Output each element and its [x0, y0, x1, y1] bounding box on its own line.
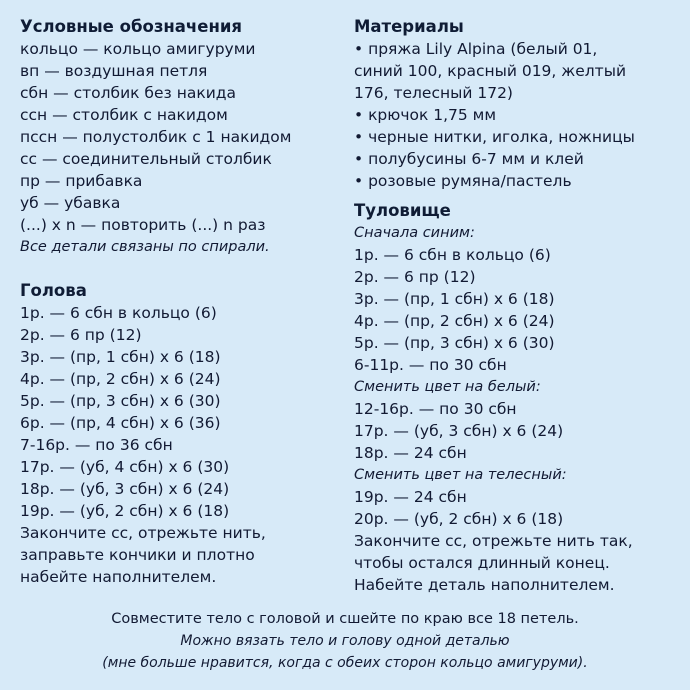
- materials-line: • пряжа Lily Alpina (белый 01,: [354, 40, 598, 58]
- body-row: 6-11р. — по 30 сбн: [354, 356, 507, 374]
- materials-line: 176, телесный 172): [354, 84, 513, 102]
- body-rows: [354, 244, 684, 376]
- legend-line: сбн — столбик без накида: [20, 84, 236, 102]
- head-row: 7-16р. — по 36 сбн: [20, 436, 173, 454]
- legend-line: кольцо — кольцо амигуруми: [20, 40, 256, 58]
- head-row: 2р. — 6 пр (12): [20, 326, 142, 344]
- materials-line: • крючок 1,75 мм: [354, 106, 497, 124]
- body-row: 18р. — 24 сбн: [354, 444, 467, 462]
- legend-line: уб — убавка: [20, 194, 121, 212]
- body-row: 17р. — (уб, 3 сбн) х 6 (24): [354, 422, 564, 440]
- head-row: 17р. — (уб, 4 сбн) х 6 (30): [20, 458, 230, 476]
- body-row: 19р. — 24 сбн: [354, 488, 467, 506]
- body-row: 3р. — (пр, 1 сбн) х 6 (18): [354, 290, 555, 308]
- legend-line: ссн — столбик с накидом: [20, 106, 228, 124]
- head-row: набейте наполнителем.: [20, 568, 217, 586]
- legend-title: Условные обозначения: [20, 17, 243, 36]
- body-note: Сменить цвет на белый:: [354, 379, 541, 395]
- head-title: Голова: [20, 281, 87, 300]
- legend-line: (...) х n — повторить (...) n раз: [20, 216, 266, 234]
- head-row: 1р. — 6 сбн в кольцо (6): [20, 304, 217, 322]
- spacer: [20, 258, 350, 280]
- footer: [0, 608, 690, 674]
- head-row: 3р. — (пр, 1 сбн) х 6 (18): [20, 348, 221, 366]
- head-row: 6р. — (пр, 4 сбн) х 6 (36): [20, 414, 221, 432]
- footer-note: Можно вязать тело и голову одной деталью: [180, 633, 510, 649]
- head-row: заправьте кончики и плотно: [20, 546, 255, 564]
- body-row: чтобы остался длинный конец.: [354, 554, 610, 572]
- body-row: Закончите сс, отрежьте нить так,: [354, 532, 633, 550]
- legend-note: Все детали связаны по спирали.: [20, 239, 270, 255]
- body-title: Туловище: [354, 201, 451, 220]
- body-rows: [354, 486, 684, 596]
- right-column: [354, 16, 684, 596]
- body-row: Набейте деталь наполнителем.: [354, 576, 615, 594]
- head-row: 19р. — (уб, 2 сбн) х 6 (18): [20, 502, 230, 520]
- body-note: Сначала синим:: [354, 225, 475, 241]
- materials-line: синий 100, красный 019, желтый: [354, 62, 627, 80]
- head-rows: [20, 302, 350, 588]
- materials-line: • розовые румяна/пастель: [354, 172, 572, 190]
- body-row: 1р. — 6 сбн в кольцо (6): [354, 246, 551, 264]
- legend-line: сс — соединительный столбик: [20, 150, 272, 168]
- body-rows: [354, 398, 684, 464]
- materials-line: • полубусины 6-7 мм и клей: [354, 150, 584, 168]
- footer-line: Совместите тело с головой и сшейте по краю все 18 петель.: [111, 611, 579, 627]
- head-row: 5р. — (пр, 3 сбн) х 6 (30): [20, 392, 221, 410]
- materials-line: • черные нитки, иголка, ножницы: [354, 128, 635, 146]
- left-column: [20, 16, 350, 588]
- materials-title: Материалы: [354, 17, 464, 36]
- head-row: Закончите сс, отрежьте нить,: [20, 524, 266, 542]
- legend-line: пр — прибавка: [20, 172, 143, 190]
- legend-list: [20, 38, 350, 236]
- spacer: [354, 192, 684, 200]
- body-row: 20р. — (уб, 2 сбн) х 6 (18): [354, 510, 564, 528]
- body-row: 5р. — (пр, 3 сбн) х 6 (30): [354, 334, 555, 352]
- body-row: 2р. — 6 пр (12): [354, 268, 476, 286]
- materials-list: [354, 38, 684, 192]
- legend-line: вп — воздушная петля: [20, 62, 208, 80]
- body-note: Сменить цвет на телесный:: [354, 467, 567, 483]
- body-row: 4р. — (пр, 2 сбн) х 6 (24): [354, 312, 555, 330]
- body-row: 12-16р. — по 30 сбн: [354, 400, 517, 418]
- footer-note: (мне больше нравится, когда с обеих сторон кольцо амигуруми).: [102, 655, 588, 671]
- legend-line: пссн — полустолбик с 1 накидом: [20, 128, 292, 146]
- head-row: 4р. — (пр, 2 сбн) х 6 (24): [20, 370, 221, 388]
- head-row: 18р. — (уб, 3 сбн) х 6 (24): [20, 480, 230, 498]
